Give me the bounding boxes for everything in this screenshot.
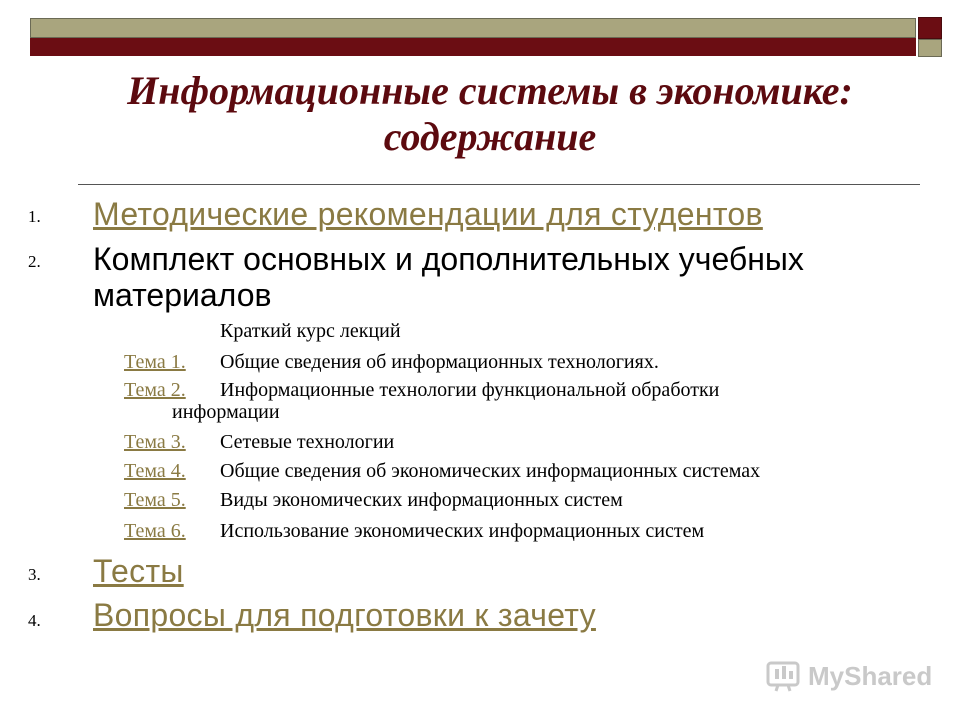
topic-row-6	[124, 520, 884, 542]
topic-link-1[interactable]: Тема 1.	[124, 351, 186, 373]
topic-text-6: Использование экономических информационных систем	[220, 520, 705, 542]
link-exam-questions[interactable]: Вопросы для подготовки к зачету	[93, 597, 596, 633]
lecture-course-heading: Краткий курс лекций	[220, 320, 401, 342]
topic-text-2-cont: информации	[172, 401, 280, 423]
topic-link-5[interactable]: Тема 5.	[124, 489, 186, 511]
item-number-2: 2.	[28, 252, 41, 271]
item-materials-heading: Комплект основных и дополнительных учебных материалов	[93, 241, 804, 313]
topic-row-5	[124, 489, 884, 511]
topic-text-4: Общие сведения об экономических информационных системах	[220, 460, 761, 482]
item-number-3: 3.	[28, 565, 41, 584]
slide-title	[60, 68, 920, 160]
watermark-text: MyShared	[808, 660, 933, 691]
header-bar-olive	[30, 18, 916, 38]
corner-square-red	[918, 17, 942, 39]
topic-row-1	[124, 351, 884, 373]
topic-text-5: Виды экономических информационных систем	[220, 489, 623, 511]
slide-title-line2: содержание	[383, 114, 597, 159]
link-tests[interactable]: Тесты	[93, 553, 184, 589]
topic-text-1: Общие сведения об информационных технологиях.	[220, 351, 659, 373]
header-bar-red	[30, 38, 916, 56]
topic-link-4[interactable]: Тема 4.	[124, 460, 186, 482]
slide-title-line1: Информационные системы в экономике:	[127, 68, 853, 113]
watermark	[766, 656, 932, 696]
topic-text-3: Сетевые технологии	[220, 431, 395, 453]
topic-text-2: Информационные технологии функциональной обработки	[220, 379, 720, 401]
item-number-4: 4.	[28, 611, 41, 630]
title-divider	[78, 184, 920, 185]
topic-row-2	[124, 379, 884, 423]
topic-link-6[interactable]: Тема 6.	[124, 520, 186, 542]
topic-link-3[interactable]: Тема 3.	[124, 431, 186, 453]
corner-square-olive	[918, 39, 942, 57]
link-methodical-recommendations[interactable]: Методические рекомендации для студентов	[93, 196, 763, 232]
topic-row-3	[124, 431, 884, 453]
topic-link-2[interactable]: Тема 2.	[124, 379, 186, 401]
topic-row-4	[124, 460, 884, 482]
item-number-1: 1.	[28, 207, 41, 226]
myshared-logo-icon	[766, 659, 802, 693]
